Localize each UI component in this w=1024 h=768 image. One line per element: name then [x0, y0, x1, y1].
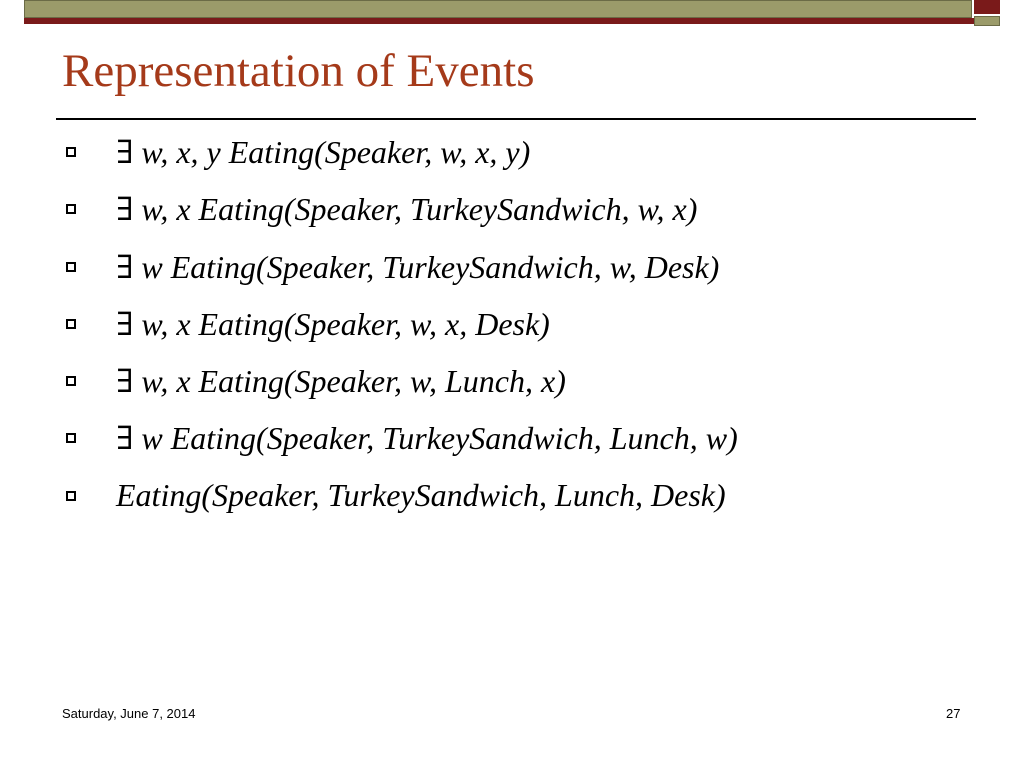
bullet-item — [0, 469, 1024, 526]
bullet-text: ∃ w Eating(Speaker, TurkeySandwich, Lunch, w) — [116, 420, 738, 457]
top-accent-line — [24, 18, 1000, 24]
slide-title: Representation of Events — [62, 45, 535, 97]
bullet-text: ∃ w Eating(Speaker, TurkeySandwich, w, Desk) — [116, 248, 720, 285]
hollow-square-icon — [66, 147, 76, 157]
bullet-text: Eating(Speaker, TurkeySandwich, Lunch, Desk) — [116, 476, 726, 513]
bullet-item — [0, 125, 1024, 182]
bullet-item — [0, 240, 1024, 297]
bullet-list — [0, 125, 1024, 526]
footer-date: Saturday, June 7, 2014 — [62, 706, 196, 721]
bullet-text: ∃ w, x, y Eating(Speaker, w, x, y) — [116, 134, 531, 170]
hollow-square-icon — [66, 491, 76, 501]
bullet-item — [0, 411, 1024, 468]
hollow-square-icon — [66, 204, 76, 214]
bullet-item — [0, 297, 1024, 354]
bullet-text: ∃ w, x Eating(Speaker, TurkeySandwich, w, x) — [116, 191, 698, 228]
hollow-square-icon — [66, 319, 76, 329]
hollow-square-icon — [66, 376, 76, 386]
hollow-square-icon — [66, 433, 76, 443]
corner-accent-block — [974, 0, 1000, 14]
bullet-item — [0, 182, 1024, 239]
hollow-square-icon — [66, 262, 76, 272]
title-divider — [56, 118, 976, 120]
top-decorative-bar — [24, 0, 972, 18]
bullet-text: ∃ w, x Eating(Speaker, w, x, Desk) — [116, 305, 550, 342]
slide-number: 27 — [946, 706, 961, 721]
bullet-text: ∃ w, x Eating(Speaker, w, Lunch, x) — [116, 363, 566, 400]
corner-accent-block-lower — [974, 16, 1000, 26]
bullet-item — [0, 354, 1024, 411]
